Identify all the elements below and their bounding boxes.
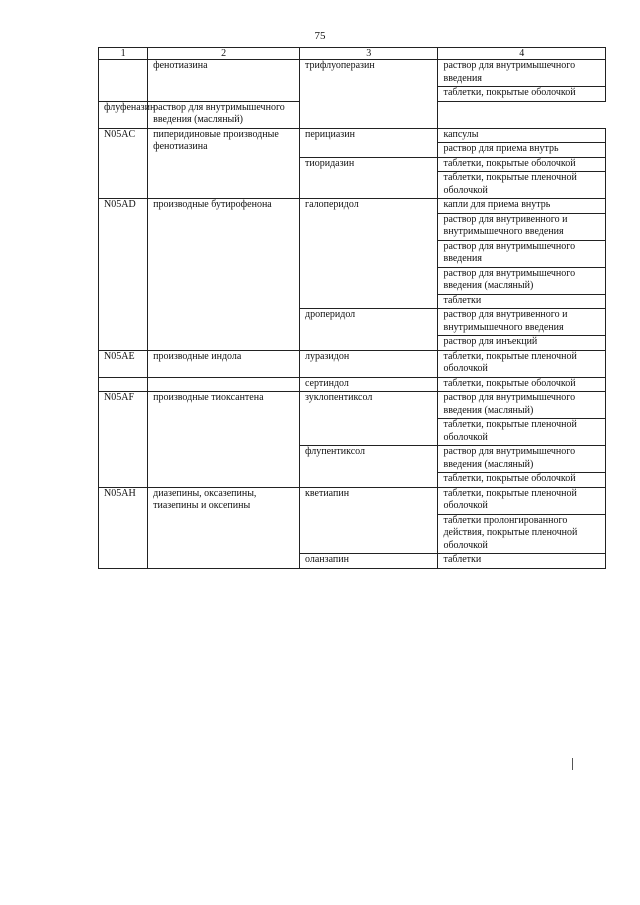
drug-cell: зуклопентиксол: [300, 392, 438, 446]
group-cell: производные бутирофенона: [148, 199, 300, 351]
page-number: 75: [314, 30, 326, 42]
dosage-form-cell: капсулы: [438, 128, 606, 143]
column-header: 2: [148, 48, 300, 60]
column-header: 3: [300, 48, 438, 60]
drug-cell: флупентиксол: [300, 446, 438, 488]
table-body: [99, 60, 606, 569]
dosage-form-cell: таблетки: [438, 294, 606, 309]
atc-code-cell: [99, 377, 148, 392]
group-cell: [148, 377, 300, 392]
drug-cell: дроперидол: [300, 309, 438, 351]
group-cell: диазепины, оксазепины, тиазепины и оксепины: [148, 487, 300, 568]
drug-cell: луразидон: [300, 350, 438, 377]
drug-cell: флуфеназин: [99, 101, 148, 128]
drug-cell: кветиапин: [300, 487, 438, 554]
table-header-row: [99, 48, 606, 60]
atc-code-cell: N05AD: [99, 199, 148, 351]
atc-code-cell: N05AF: [99, 392, 148, 488]
drug-table: [98, 47, 606, 569]
table-row: [99, 350, 606, 377]
dosage-form-cell: таблетки, покрытые пленочной оболочкой: [438, 172, 606, 199]
table-row: [99, 199, 606, 214]
table-row: [99, 392, 606, 419]
dosage-form-cell: капли для приема внутрь: [438, 199, 606, 214]
table-row: [99, 128, 606, 143]
dosage-form-cell: раствор для внутримышечного введения (масляный): [438, 392, 606, 419]
dosage-form-cell: таблетки: [438, 554, 606, 569]
margin-mark: [572, 758, 573, 770]
table-row: [99, 60, 606, 87]
column-header: 4: [438, 48, 606, 60]
dosage-form-cell: таблетки, покрытые пленочной оболочкой: [438, 350, 606, 377]
dosage-form-cell: раствор для приема внутрь: [438, 143, 606, 158]
dosage-form-cell: раствор для внутримышечного введения (масляный): [438, 267, 606, 294]
atc-code-cell: [99, 60, 148, 102]
group-cell: пиперидиновые производные фенотиазина: [148, 128, 300, 199]
dosage-form-cell: таблетки, покрытые оболочкой: [438, 87, 606, 102]
group-cell: производные индола: [148, 350, 300, 377]
dosage-form-cell: таблетки, покрытые оболочкой: [438, 377, 606, 392]
group-cell: производные тиоксантена: [148, 392, 300, 488]
group-cell: фенотиазина: [148, 60, 300, 102]
drug-cell: сертиндол: [300, 377, 438, 392]
drug-cell: трифлуоперазин: [300, 60, 438, 129]
dosage-form-cell: таблетки, покрытые пленочной оболочкой: [438, 487, 606, 514]
atc-code-cell: N05AC: [99, 128, 148, 199]
column-header: 1: [99, 48, 148, 60]
atc-code-cell: N05AH: [99, 487, 148, 568]
drug-cell: тиоридазин: [300, 157, 438, 199]
drug-cell: оланзапин: [300, 554, 438, 569]
dosage-form-cell: раствор для внутримышечного введения: [438, 60, 606, 87]
dosage-form-cell: раствор для внутривенного и внутримышечного введения: [438, 309, 606, 336]
dosage-form-cell: таблетки, покрытые пленочной оболочкой: [438, 419, 606, 446]
atc-code-cell: N05AE: [99, 350, 148, 377]
table-row: [99, 377, 606, 392]
dosage-form-cell: раствор для внутримышечного введения: [438, 240, 606, 267]
dosage-form-cell: раствор для внутривенного и внутримышечного введения: [438, 213, 606, 240]
table-row: [99, 487, 606, 514]
dosage-form-cell: таблетки пролонгированного действия, покрытые пленочной оболочкой: [438, 514, 606, 554]
dosage-form-cell: таблетки, покрытые оболочкой: [438, 473, 606, 488]
drug-cell: галоперидол: [300, 199, 438, 309]
dosage-form-cell: раствор для внутримышечного введения (масляный): [148, 101, 300, 128]
drug-cell: перициазин: [300, 128, 438, 157]
dosage-form-cell: раствор для внутримышечного введения (масляный): [438, 446, 606, 473]
dosage-form-cell: раствор для инъекций: [438, 336, 606, 351]
dosage-form-cell: таблетки, покрытые оболочкой: [438, 157, 606, 172]
